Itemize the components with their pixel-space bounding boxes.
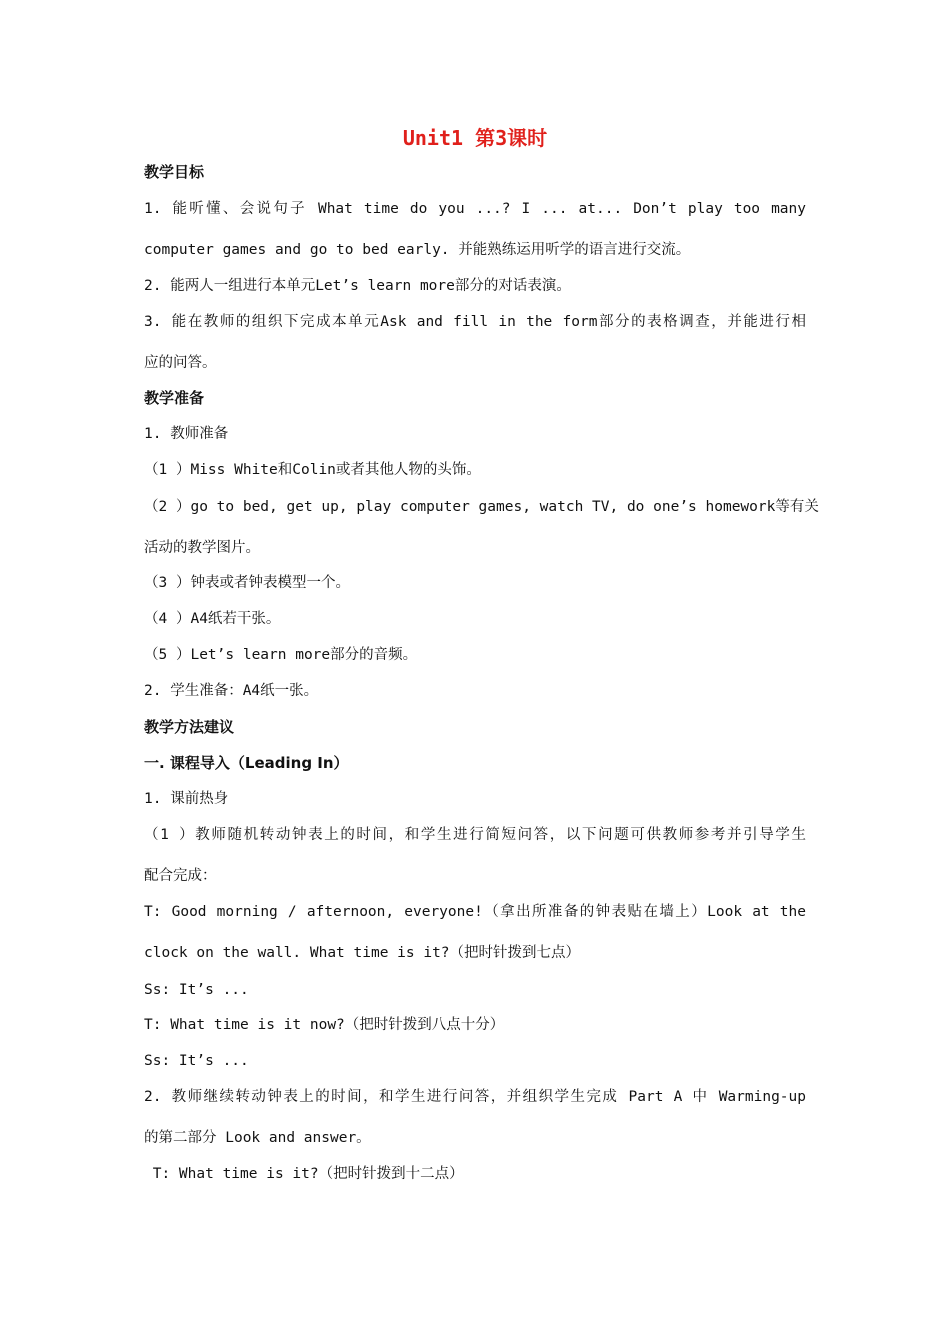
prep-item-2-line-2: 活动的教学图片。 <box>144 540 260 556</box>
dialogue-teacher-1-line-2: clock on the wall. What time is it?（把时针拨到七点） <box>144 945 581 961</box>
dialogue-teacher-2: T: What time is it now?（把时针拨到八点十分） <box>144 1017 505 1033</box>
dialogue-teacher-1-line-1: T: Good morning / afternoon, everyone!（拿出所准备的钟表贴在墙上）Look at the <box>144 904 806 920</box>
dialogue-students-1: Ss: It’s ... <box>144 982 249 998</box>
document-title: Unit1 第3课时 <box>402 126 548 150</box>
objective-3-line-2: 应的问答。 <box>144 355 217 371</box>
section-heading-methods: 教学方法建议 <box>144 718 235 736</box>
warm-up-heading: 1. 课前热身 <box>144 791 229 807</box>
prep-item-3: （3 ）钟表或者钟表模型一个。 <box>144 575 350 591</box>
warm-up-step-2-line-2: 的第二部分 Look and answer。 <box>144 1130 371 1146</box>
objective-3-line-1: 3. 能在教师的组织下完成本单元Ask and fill in the form部分的表格调查，并能进行相 <box>144 314 806 330</box>
dialogue-teacher-3: T: What time is it?（把时针拨到十二点） <box>144 1166 464 1182</box>
objective-2: 2. 能两人一组进行本单元Let’s learn more部分的对话表演。 <box>144 278 571 294</box>
dialogue-students-2: Ss: It’s ... <box>144 1053 249 1069</box>
prep-item-1: （1 ）Miss White和Colin或者其他人物的头饰。 <box>144 462 481 478</box>
section-heading-objectives: 教学目标 <box>144 163 205 181</box>
warm-up-step-1-line-2: 配合完成： <box>144 868 217 884</box>
subsection-heading-leading-in: 一. 课程导入（Leading In） <box>144 754 349 772</box>
objective-1-line-2: computer games and go to bed early. 并能熟练运用听学的语言进行交流。 <box>144 242 691 258</box>
objective-1-line-1: 1. 能听懂、会说句子 What time do you ...? I ... at... Don’t play too many <box>144 201 806 217</box>
warm-up-step-2-line-1: 2. 教师继续转动钟表上的时间，和学生进行问答，并组织学生完成 Part A 中 Warming-up <box>144 1089 806 1105</box>
section-heading-preparation: 教学准备 <box>144 389 205 407</box>
teacher-preparation: 1. 教师准备 <box>144 426 229 442</box>
prep-item-2-line-1: （2 ）go to bed, get up, play computer games, watch TV, do one’s homework等有关 <box>144 499 819 515</box>
warm-up-step-1-line-1: （1 ）教师随机转动钟表上的时间，和学生进行简短问答，以下问题可供教师参考并引导学生 <box>144 827 806 843</box>
prep-item-4: （4 ）A4纸若干张。 <box>144 611 281 627</box>
student-preparation: 2. 学生准备：A4纸一张。 <box>144 683 319 699</box>
prep-item-5: （5 ）Let’s learn more部分的音频。 <box>144 647 418 663</box>
